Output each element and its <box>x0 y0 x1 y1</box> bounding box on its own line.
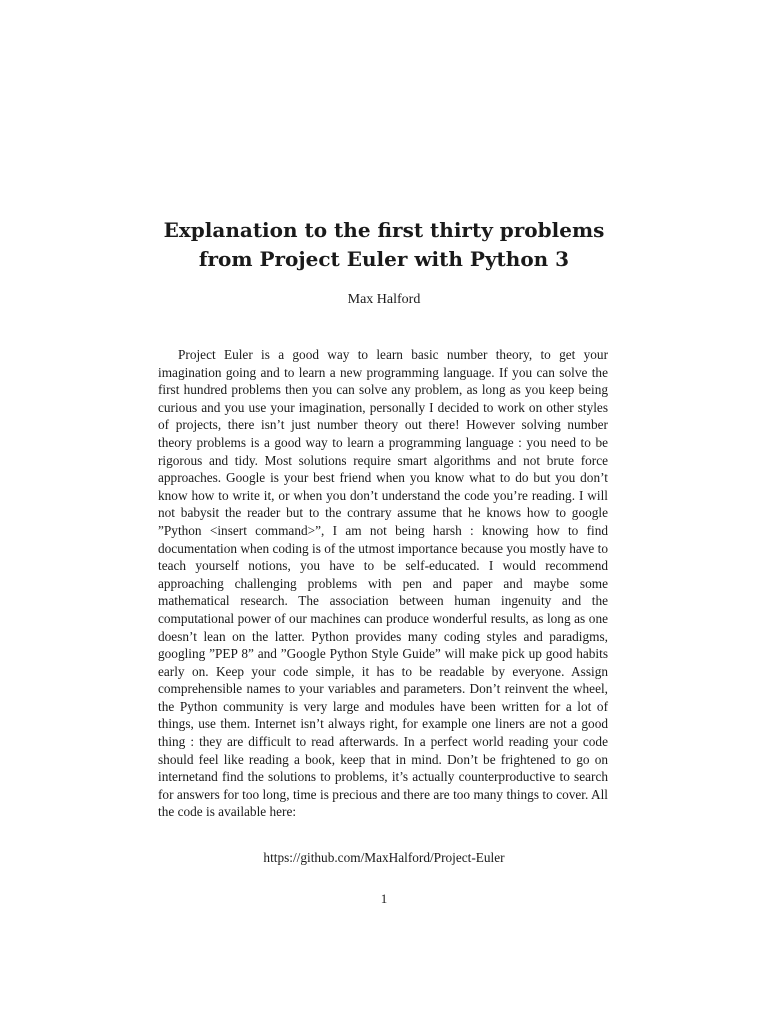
body-paragraph: Project Euler is a good way to learn basic number theory, to get your imagination going and to learn a new programming language. If you can solve the first hundred problems then you can solve any problem, as long as you keep being curious and you use your imagination, personally I decided to work on other styles of projects, there isn’t just number theory out there! However solving number theory problems is a good way to learn a programming language : you need to be rigorous and tidy. Most solutions require smart algorithms and not brute force approaches. Google is your best friend when you know what to do but you don’t know how to write it, or when you don’t understand the code you’re reading. I will not babysit the reader but to the contrary assume that he knows how to google ”Python <insert command>”, I am not being harsh : knowing how to find documentation when coding is of the utmost importance because you mostly have to teach yourself notions, you have to be self-educated. I would recommend approaching challenging problems with pen and paper and maybe some mathematical research. The association between human ingenuity and the computational power of our machines can produce wonderful results, as long as one doesn’t lean on the latter. Python provides many coding styles and paradigms, googling ”PEP 8” and ”Google Python Style Guide” will make pick up good habits early on. Keep your code simple, it has to be readable by everyone. Assign comprehensible names to your variables and parameters. Don’t reinvent the wheel, the Python community is very large and modules have been written for a lot of things, use them. Internet isn’t always right, for example one liners are not a good thing : they are difficult to read afterwards. In a perfect world reading your code should feel like reading a book, keep that in mind. Don’t be frightened to go on internetand find the solutions to problems, it’s actually counterproductive to search for answers for too long, time is precious and there are too many things to cover. All the code is available here: <box>158 347 608 820</box>
title-line-1: Explanation to the first thirty problems <box>163 218 605 242</box>
repository-url: https://github.com/MaxHalford/Project-Euler <box>263 850 505 865</box>
page-number: 1 <box>380 891 388 906</box>
title-line-2: from Project Euler with Python 3 <box>198 247 570 271</box>
document-title <box>120 216 648 274</box>
author-name: Max Halford <box>347 292 421 307</box>
